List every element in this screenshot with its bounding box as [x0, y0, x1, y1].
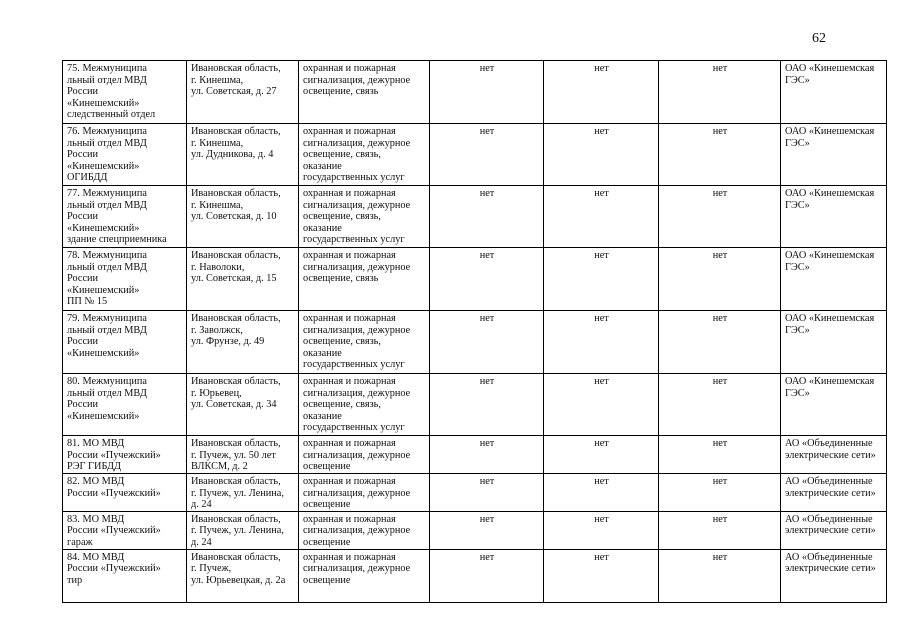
cell-value-2: нет: [544, 311, 659, 374]
table-row: [63, 186, 887, 248]
cell-address: Ивановская область, г. Кинешма, ул. Советская, д. 10: [187, 186, 299, 248]
cell-value-1: нет: [430, 311, 544, 374]
cell-value-3: нет: [659, 124, 781, 186]
cell-value-3: нет: [659, 474, 781, 512]
cell-owner: ОАО «Кинешемская ГЭС»: [781, 186, 887, 248]
cell-address: Ивановская область, г. Юрьевец, ул. Советская, д. 34: [187, 374, 299, 436]
table-row: [63, 248, 887, 311]
cell-value-3: нет: [659, 61, 781, 124]
cell-organization: 82. МО МВД России «Пучежский»: [63, 474, 187, 512]
cell-value-2: нет: [544, 511, 659, 549]
cell-organization: 75. Межмуниципа льный отдел МВД России «Кинешемский» следственный отдел: [63, 61, 187, 124]
cell-value-2: нет: [544, 374, 659, 436]
cell-value-3: нет: [659, 186, 781, 248]
cell-value-1: нет: [430, 436, 544, 474]
cell-owner: ОАО «Кинешемская ГЭС»: [781, 311, 887, 374]
table-row: [63, 549, 887, 602]
cell-address: Ивановская область, г. Кинешма, ул. Дудникова, д. 4: [187, 124, 299, 186]
facilities-table: [62, 60, 887, 603]
cell-address: Ивановская область, г. Пучеж, ул. Юрьевецкая, д. 2а: [187, 549, 299, 602]
table-row: [63, 61, 887, 124]
cell-value-2: нет: [544, 436, 659, 474]
cell-systems: охранная и пожарная сигнализация, дежурное освещение: [299, 549, 430, 602]
cell-value-1: нет: [430, 374, 544, 436]
cell-value-1: нет: [430, 549, 544, 602]
cell-systems: охранная и пожарная сигнализация, дежурное освещение, связь: [299, 248, 430, 311]
cell-address: Ивановская область, г. Кинешма, ул. Советская, д. 27: [187, 61, 299, 124]
cell-value-2: нет: [544, 549, 659, 602]
cell-value-3: нет: [659, 511, 781, 549]
cell-value-2: нет: [544, 124, 659, 186]
cell-value-3: нет: [659, 374, 781, 436]
cell-value-3: нет: [659, 549, 781, 602]
table-row: [63, 311, 887, 374]
cell-owner: АО «Объединенные электрические сети»: [781, 511, 887, 549]
cell-value-2: нет: [544, 474, 659, 512]
page-number: 62: [812, 31, 826, 46]
cell-systems: охранная и пожарная сигнализация, дежурное освещение, связь: [299, 61, 430, 124]
cell-organization: 77. Межмуниципа льный отдел МВД России «Кинешемский» здание спецприемника: [63, 186, 187, 248]
cell-owner: АО «Объединенные электрические сети»: [781, 474, 887, 512]
table-row: [63, 124, 887, 186]
cell-address: Ивановская область, г. Наволоки, ул. Советская, д. 15: [187, 248, 299, 311]
cell-owner: ОАО «Кинешемская ГЭС»: [781, 61, 887, 124]
cell-address: Ивановская область, г. Пучеж, ул. Ленина, д. 24: [187, 474, 299, 512]
cell-owner: ОАО «Кинешемская ГЭС»: [781, 248, 887, 311]
cell-systems: охранная и пожарная сигнализация, дежурное освещение, связь, оказание государственных услуг: [299, 374, 430, 436]
cell-value-3: нет: [659, 436, 781, 474]
cell-systems: охранная и пожарная сигнализация, дежурное освещение, связь, оказание государственных услуг: [299, 311, 430, 374]
cell-address: Ивановская область, г. Заволжск, ул. Фрунзе, д. 49: [187, 311, 299, 374]
cell-value-3: нет: [659, 311, 781, 374]
cell-organization: 81. МО МВД России «Пучежский» РЭГ ГИБДД: [63, 436, 187, 474]
cell-systems: охранная и пожарная сигнализация, дежурное освещение: [299, 474, 430, 512]
table-row: [63, 474, 887, 512]
cell-organization: 76. Межмуниципа льный отдел МВД России «Кинешемский» ОГИБДД: [63, 124, 187, 186]
cell-organization: 79. Межмуниципа льный отдел МВД России «Кинешемский»: [63, 311, 187, 374]
cell-organization: 84. МО МВД России «Пучежский» тир: [63, 549, 187, 602]
cell-owner: ОАО «Кинешемская ГЭС»: [781, 124, 887, 186]
cell-organization: 83. МО МВД России «Пучежский» гараж: [63, 511, 187, 549]
cell-value-2: нет: [544, 248, 659, 311]
cell-value-2: нет: [544, 186, 659, 248]
cell-value-3: нет: [659, 248, 781, 311]
cell-value-2: нет: [544, 61, 659, 124]
cell-owner: АО «Объединенные электрические сети»: [781, 436, 887, 474]
table-row: [63, 436, 887, 474]
table-row: [63, 511, 887, 549]
cell-organization: 80. Межмуниципа льный отдел МВД России «Кинешемский»: [63, 374, 187, 436]
cell-value-1: нет: [430, 61, 544, 124]
cell-owner: АО «Объединенные электрические сети»: [781, 549, 887, 602]
cell-systems: охранная и пожарная сигнализация, дежурное освещение, связь, оказание государственных услуг: [299, 186, 430, 248]
cell-address: Ивановская область, г. Пучеж, ул. 50 лет ВЛКСМ, д. 2: [187, 436, 299, 474]
cell-value-1: нет: [430, 511, 544, 549]
cell-systems: охранная и пожарная сигнализация, дежурное освещение: [299, 511, 430, 549]
cell-address: Ивановская область, г. Пучеж, ул. Ленина, д. 24: [187, 511, 299, 549]
cell-value-1: нет: [430, 186, 544, 248]
cell-value-1: нет: [430, 474, 544, 512]
cell-organization: 78. Межмуниципа льный отдел МВД России «Кинешемский» ПП № 15: [63, 248, 187, 311]
cell-value-1: нет: [430, 248, 544, 311]
cell-value-1: нет: [430, 124, 544, 186]
table-row: [63, 374, 887, 436]
cell-owner: ОАО «Кинешемская ГЭС»: [781, 374, 887, 436]
cell-systems: охранная и пожарная сигнализация, дежурное освещение: [299, 436, 430, 474]
cell-systems: охранная и пожарная сигнализация, дежурное освещение, связь, оказание государственных услуг: [299, 124, 430, 186]
